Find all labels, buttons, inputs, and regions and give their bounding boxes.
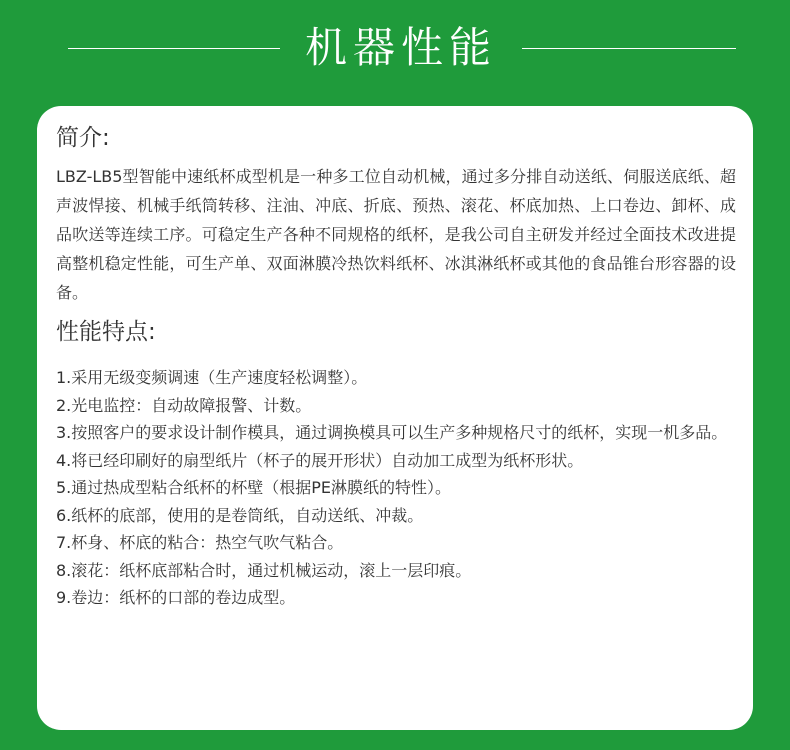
feature-item-7: 7.杯身、杯底的粘合：热空气吹气粘合。 bbox=[56, 533, 344, 552]
features-heading: 性能特点: bbox=[56, 319, 156, 345]
page-title: 机器性能 bbox=[304, 23, 497, 72]
feature-item-2: 2.光电监控：自动故障报警、计数。 bbox=[56, 395, 312, 415]
intro-heading: 简介: bbox=[56, 125, 110, 151]
feature-item-1: 1.采用无级变频调速（生产速度轻松调整）。 bbox=[56, 368, 368, 387]
page-header bbox=[0, 0, 790, 105]
intro-text: LBZ-LB5型智能中速纸杯成型机是一种多工位自动机械，通过多分排自动送纸、伺服送底纸、超声波悍接、机械手纸筒转移、注油、冲底、折底、预热、滚花、杯底加热、上口卷边、卸杯、成品吹送等连续工序。可稳定生产各种不同规格的纸杯，是我公司自主研发并经过全面技术改进提高整机稳定性能，可生产单、双面淋膜冷热饮料纸杯、冰淇淋纸杯或其他的食品锥台形容器的设备。 bbox=[56, 167, 736, 302]
feature-item-8: 8.滚花：纸杯底部粘合时，通过机械运动，滚上一层印痕。 bbox=[56, 560, 472, 580]
feature-list bbox=[56, 364, 736, 612]
card-content bbox=[56, 120, 736, 612]
header-divider-left bbox=[68, 48, 280, 49]
feature-item-6: 6.纸杯的底部，使用的是卷筒纸，自动送纸、冲裁。 bbox=[56, 505, 424, 525]
feature-item-4: 4.将已经印刷好的扇型纸片（杯子的展开形状）自动加工成型为纸杯形状。 bbox=[56, 450, 584, 470]
content-card bbox=[37, 106, 753, 730]
feature-item-9: 9.卷边：纸杯的口部的卷边成型。 bbox=[56, 588, 296, 607]
feature-item-3: 3.按照客户的要求设计制作模具，通过调换模具可以生产多种规格尺寸的纸杯，实现一机多品。 bbox=[56, 423, 728, 442]
feature-item-5: 5.通过热成型粘合纸杯的杯壁（根据PE淋膜纸的特性）。 bbox=[56, 478, 452, 497]
header-divider-right bbox=[522, 48, 736, 49]
